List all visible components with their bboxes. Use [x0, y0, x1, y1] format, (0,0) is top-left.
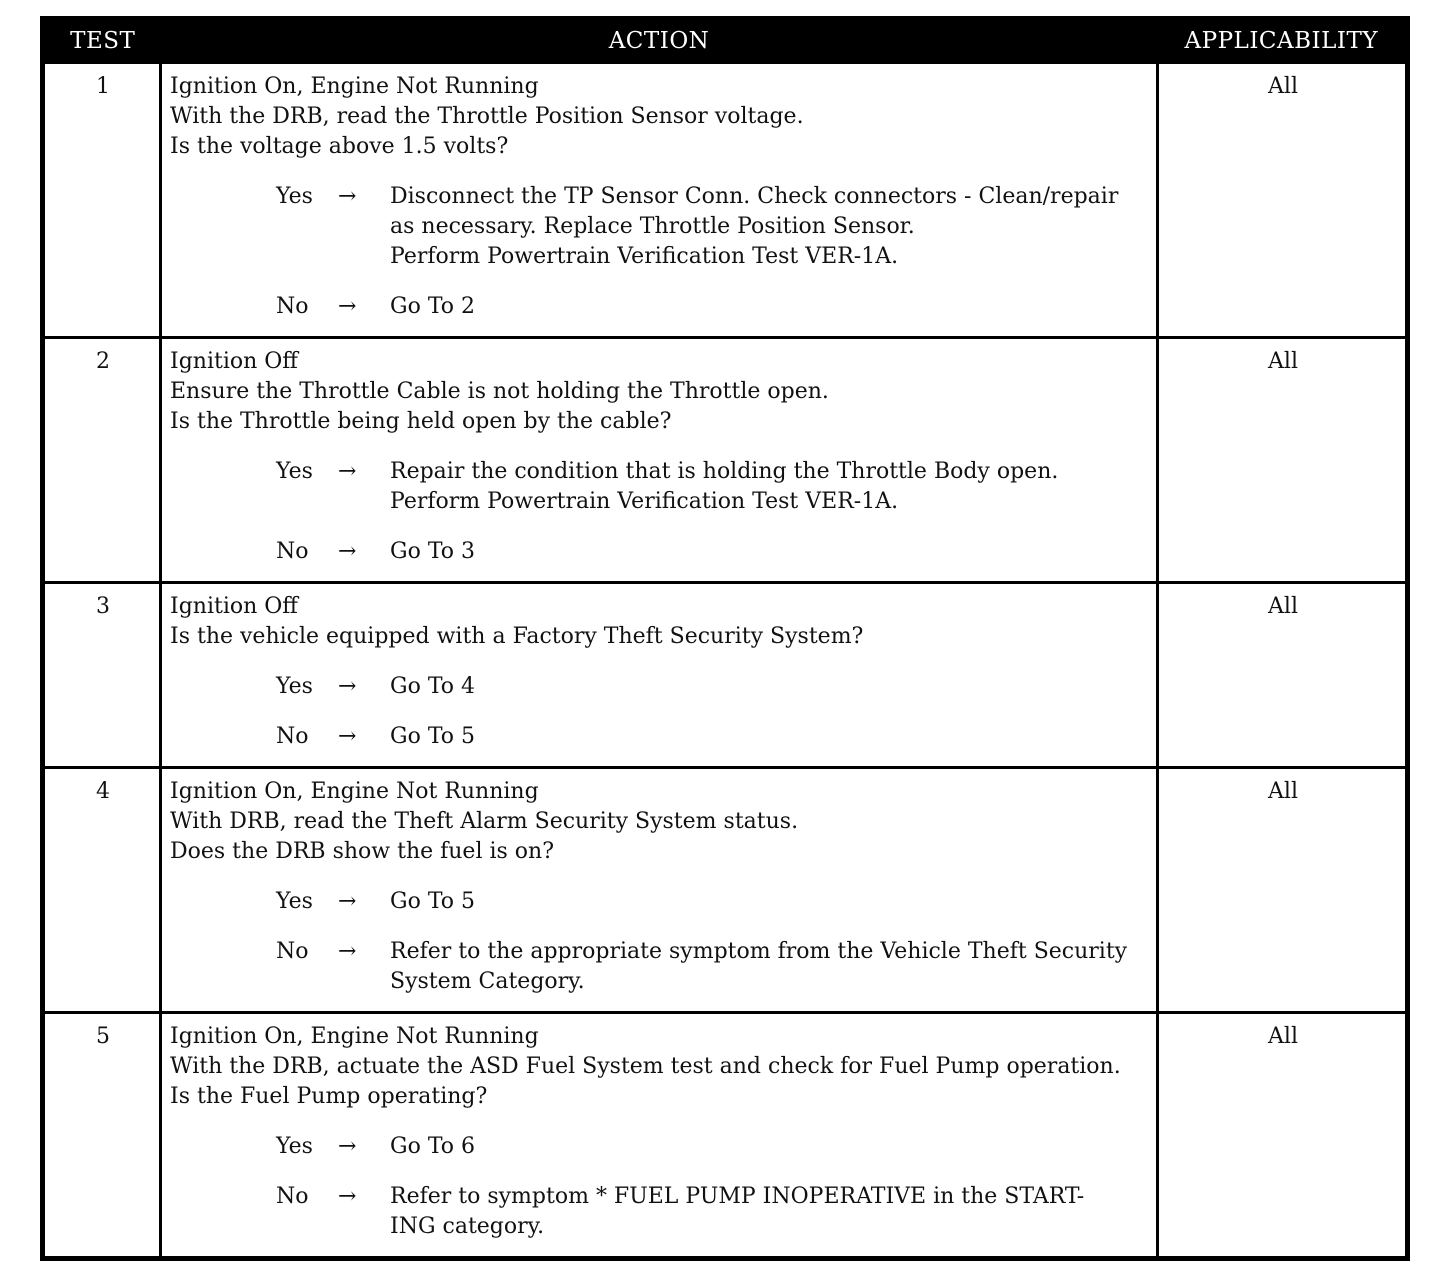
yes-answer [276, 672, 1150, 702]
condition-line: Ignition On, Engine Not Running [170, 1024, 539, 1049]
answer-block [276, 1132, 1150, 1242]
answer-block [276, 887, 1150, 997]
no-answer [276, 937, 1150, 997]
condition-line: Does the DRB show the fuel is on? [170, 839, 555, 864]
header-action: ACTION [161, 19, 1158, 63]
no-label: No [276, 1184, 309, 1209]
condition-line: Ignition Off [170, 594, 298, 619]
no-label: No [276, 939, 309, 964]
test-number: 5 [43, 1013, 161, 1259]
test-row [43, 768, 1408, 1013]
no-answer [276, 722, 1150, 752]
applicability-cell: All [1158, 1013, 1408, 1259]
action-cell [161, 583, 1158, 768]
test-number: 3 [43, 583, 161, 768]
applicability-cell: All [1158, 63, 1408, 338]
arrow-icon: → [338, 724, 357, 749]
diagnostic-test-table [40, 16, 1410, 1261]
no-text: Go To 5 [390, 724, 476, 749]
condition-line: Is the Fuel Pump operating? [170, 1084, 488, 1109]
condition-line: Is the voltage above 1.5 volts? [170, 134, 509, 159]
condition-line: Is the Throttle being held open by the cable? [170, 409, 672, 434]
yes-text: Repair the condition that is holding the Throttle Body open. Perform Powertrain Verification Test VER-1A. [390, 459, 1059, 514]
no-text: Refer to the appropriate symptom from the Vehicle Theft Security System Category. [390, 939, 1128, 994]
arrow-icon: → [338, 889, 357, 914]
condition-line: Ensure the Throttle Cable is not holding the Throttle open. [170, 379, 829, 404]
arrow-icon: → [338, 1184, 357, 1209]
yes-label: Yes [276, 674, 313, 699]
condition-line: With the DRB, read the Throttle Position Sensor voltage. [170, 104, 804, 129]
test-row [43, 338, 1408, 583]
no-answer [276, 1182, 1150, 1242]
yes-label: Yes [276, 889, 313, 914]
condition-line: Ignition Off [170, 349, 298, 374]
condition-line: Is the vehicle equipped with a Factory Theft Security System? [170, 624, 864, 649]
yes-text: Go To 4 [390, 674, 476, 699]
arrow-icon: → [338, 674, 357, 699]
no-text: Refer to symptom * FUEL PUMP INOPERATIVE in the START- ING category. [390, 1184, 1085, 1239]
header-applicability: APPLICABILITY [1158, 19, 1408, 63]
arrow-icon: → [338, 939, 357, 964]
applicability-cell: All [1158, 583, 1408, 768]
arrow-icon: → [338, 459, 357, 484]
no-answer [276, 537, 1150, 567]
arrow-icon: → [338, 539, 357, 564]
answer-block [276, 182, 1150, 322]
no-text: Go To 2 [390, 294, 476, 319]
no-answer [276, 292, 1150, 322]
applicability-cell: All [1158, 768, 1408, 1013]
action-cell [161, 338, 1158, 583]
test-number: 1 [43, 63, 161, 338]
action-cell [161, 768, 1158, 1013]
action-cell [161, 63, 1158, 338]
yes-answer [276, 182, 1150, 272]
no-label: No [276, 294, 309, 319]
no-label: No [276, 539, 309, 564]
test-row [43, 583, 1408, 768]
yes-text: Go To 5 [390, 889, 476, 914]
condition-line: Ignition On, Engine Not Running [170, 74, 539, 99]
condition-line: With DRB, read the Theft Alarm Security System status. [170, 809, 799, 834]
test-number: 2 [43, 338, 161, 583]
arrow-icon: → [338, 1134, 357, 1159]
answer-block [276, 457, 1150, 567]
action-cell [161, 1013, 1158, 1259]
test-row [43, 1013, 1408, 1259]
yes-answer [276, 1132, 1150, 1162]
arrow-icon: → [338, 294, 357, 319]
no-label: No [276, 724, 309, 749]
yes-label: Yes [276, 459, 313, 484]
answer-block [276, 672, 1150, 752]
yes-answer [276, 457, 1150, 517]
applicability-cell: All [1158, 338, 1408, 583]
yes-text: Disconnect the TP Sensor Conn. Check connectors - Clean/repair as necessary. Replace Throttle Position Sensor. Perform Powertrain Verification Test VER-1A. [390, 184, 1119, 269]
yes-label: Yes [276, 1134, 313, 1159]
yes-text: Go To 6 [390, 1134, 476, 1159]
arrow-icon: → [338, 184, 357, 209]
yes-answer [276, 887, 1150, 917]
test-row [43, 63, 1408, 338]
header-row [43, 19, 1408, 63]
yes-label: Yes [276, 184, 313, 209]
condition-line: With the DRB, actuate the ASD Fuel System test and check for Fuel Pump operation. [170, 1054, 1121, 1079]
no-text: Go To 3 [390, 539, 476, 564]
header-test: TEST [43, 19, 161, 63]
test-number: 4 [43, 768, 161, 1013]
condition-line: Ignition On, Engine Not Running [170, 779, 539, 804]
